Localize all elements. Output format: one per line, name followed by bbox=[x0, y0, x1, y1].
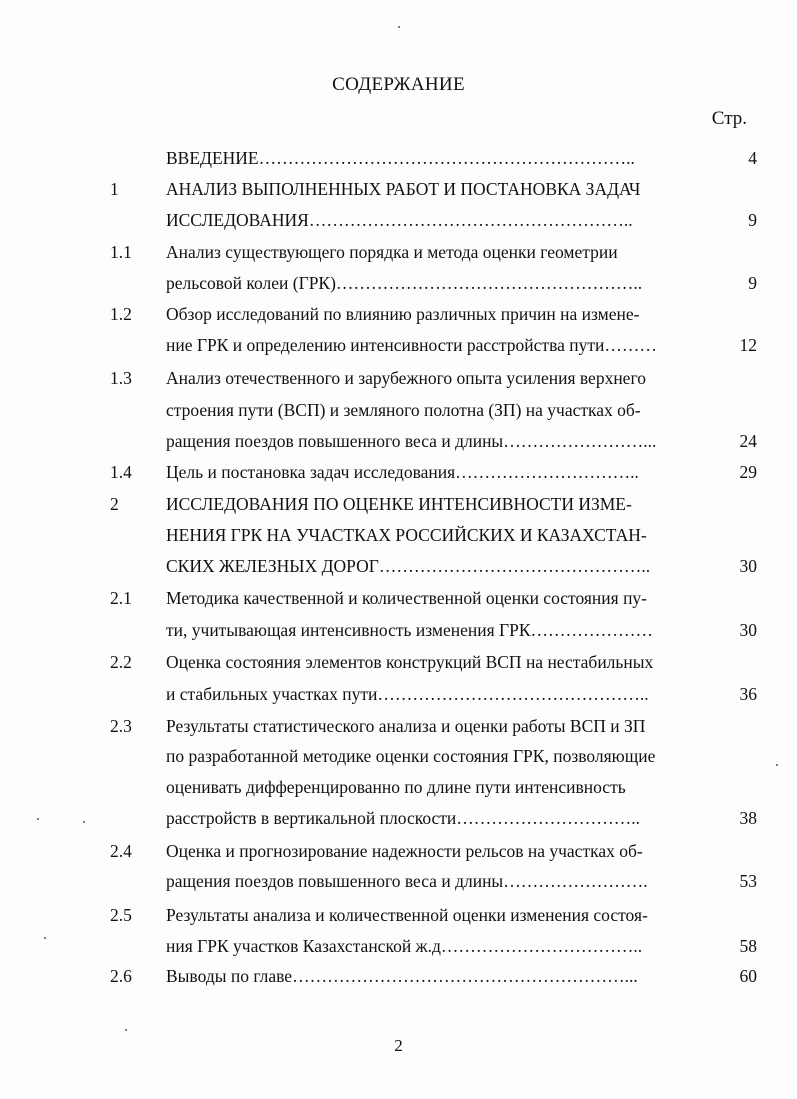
toc-entry-line: Обзор исследований по влиянию различных причин на измене- bbox=[166, 304, 640, 324]
page-number: 2 bbox=[394, 1036, 403, 1055]
toc-entry-line: ния ГРК участков Казахстанской ж.д…………………………….. bbox=[166, 936, 643, 956]
toc-entry-line: ВВЕДЕНИЕ……………………………………………………….. bbox=[166, 148, 635, 168]
toc-entry-line: АНАЛИЗ ВЫПОЛНЕННЫХ РАБОТ И ПОСТАНОВКА ЗАДАЧ bbox=[166, 179, 641, 199]
toc-entry-line: оценивать дифференцированно по длине пути интенсивность bbox=[166, 777, 626, 797]
toc-entry-line: ращения поездов повышенного веса и длины……………………. bbox=[166, 871, 648, 891]
toc-entry-number: 1 bbox=[110, 179, 119, 199]
toc-entry-line: ращения поездов повышенного веса и длины……………………... bbox=[166, 431, 657, 451]
scan-speck bbox=[37, 818, 39, 820]
toc-entry-page: 12 bbox=[739, 335, 757, 355]
scan-speck bbox=[398, 26, 400, 28]
toc-entry-line: Результаты статистического анализа и оценки работы ВСП и ЗП bbox=[166, 716, 646, 736]
toc-entry-line: расстройств в вертикальной плоскости………………………….. bbox=[166, 808, 641, 828]
toc-entry-page: 58 bbox=[739, 936, 757, 956]
toc-entry-line: и стабильных участках пути……………………………………….. bbox=[166, 684, 649, 704]
scan-speck bbox=[44, 937, 46, 939]
toc-entry-line: Анализ существующего порядка и метода оценки геометрии bbox=[166, 242, 618, 262]
toc-entry-line: Результаты анализа и количественной оценки изменения состоя- bbox=[166, 905, 648, 925]
toc-entry-line: ИССЛЕДОВАНИЯ ПО ОЦЕНКЕ ИНТЕНСИВНОСТИ ИЗМЕ- bbox=[166, 494, 632, 514]
toc-entry-number: 2.5 bbox=[110, 905, 132, 925]
toc-entry-line: Выводы по главе…………………………………………………... bbox=[166, 966, 638, 986]
toc-entry-line: ти, учитывающая интенсивность изменения ГРК………………… bbox=[166, 620, 654, 640]
toc-entry-page: 30 bbox=[739, 556, 757, 576]
toc-entry-number: 2.2 bbox=[110, 652, 132, 672]
toc-entry-line: Оценка состояния элементов конструкций ВСП на нестабильных bbox=[166, 652, 654, 672]
toc-entry-number: 1.1 bbox=[110, 242, 132, 262]
scan-speck bbox=[83, 821, 85, 823]
toc-entry-line: Методика качественной и количественной оценки состояния пу- bbox=[166, 588, 648, 608]
toc-entry-number: 1.4 bbox=[110, 462, 132, 482]
toc-entry-page: 24 bbox=[739, 431, 757, 451]
page-column-label: Стр. bbox=[711, 108, 747, 129]
toc-entry-line: по разработанной методике оценки состояния ГРК, позволяющие bbox=[166, 746, 656, 766]
toc-entry-line: НЕНИЯ ГРК НА УЧАСТКАХ РОССИЙСКИХ И КАЗАХСТАН- bbox=[166, 525, 647, 545]
scan-speck bbox=[776, 764, 778, 766]
toc-entry-number: 1.3 bbox=[110, 368, 132, 388]
scan-speck bbox=[125, 1029, 127, 1031]
toc-entry-number: 2.1 bbox=[110, 588, 132, 608]
toc-entry-line: строения пути (ВСП) и земляного полотна (ЗП) на участках об- bbox=[166, 400, 641, 420]
toc-entry-page: 9 bbox=[748, 273, 757, 293]
toc-entry-page: 60 bbox=[739, 966, 757, 986]
toc-entry-line: Цель и постановка задач исследования………………………….. bbox=[166, 462, 639, 482]
toc-entry-number: 2 bbox=[110, 494, 119, 514]
toc-entry-line: Анализ отечественного и зарубежного опыта усиления верхнего bbox=[166, 368, 646, 388]
toc-entry-line: ние ГРК и определению интенсивности расстройства пути……… bbox=[166, 335, 657, 355]
toc-entry-line: СКИХ ЖЕЛЕЗНЫХ ДОРОГ……………………………………….. bbox=[166, 556, 651, 576]
toc-entry-page: 38 bbox=[739, 808, 757, 828]
toc-entry-number: 1.2 bbox=[110, 304, 132, 324]
toc-entry-page: 4 bbox=[748, 148, 757, 168]
toc-entry-number: 2.4 bbox=[110, 841, 132, 861]
toc-entry-line: Оценка и прогнозирование надежности рельсов на участках об- bbox=[166, 841, 643, 861]
toc-title: СОДЕРЖАНИЕ bbox=[332, 74, 465, 95]
toc-entry-number: 2.3 bbox=[110, 716, 132, 736]
toc-entry-number: 2.6 bbox=[110, 966, 132, 986]
toc-entry-page: 9 bbox=[748, 210, 757, 230]
toc-entry-page: 30 bbox=[739, 620, 757, 640]
toc-entry-page: 53 bbox=[739, 871, 757, 891]
toc-entry-line: ИССЛЕДОВАНИЯ……………………………………………….. bbox=[166, 210, 633, 230]
toc-entry-page: 29 bbox=[739, 462, 757, 482]
toc-entry-line: рельсовой колеи (ГРК)…………………………………………….. bbox=[166, 273, 643, 293]
toc-entry-page: 36 bbox=[739, 684, 757, 704]
